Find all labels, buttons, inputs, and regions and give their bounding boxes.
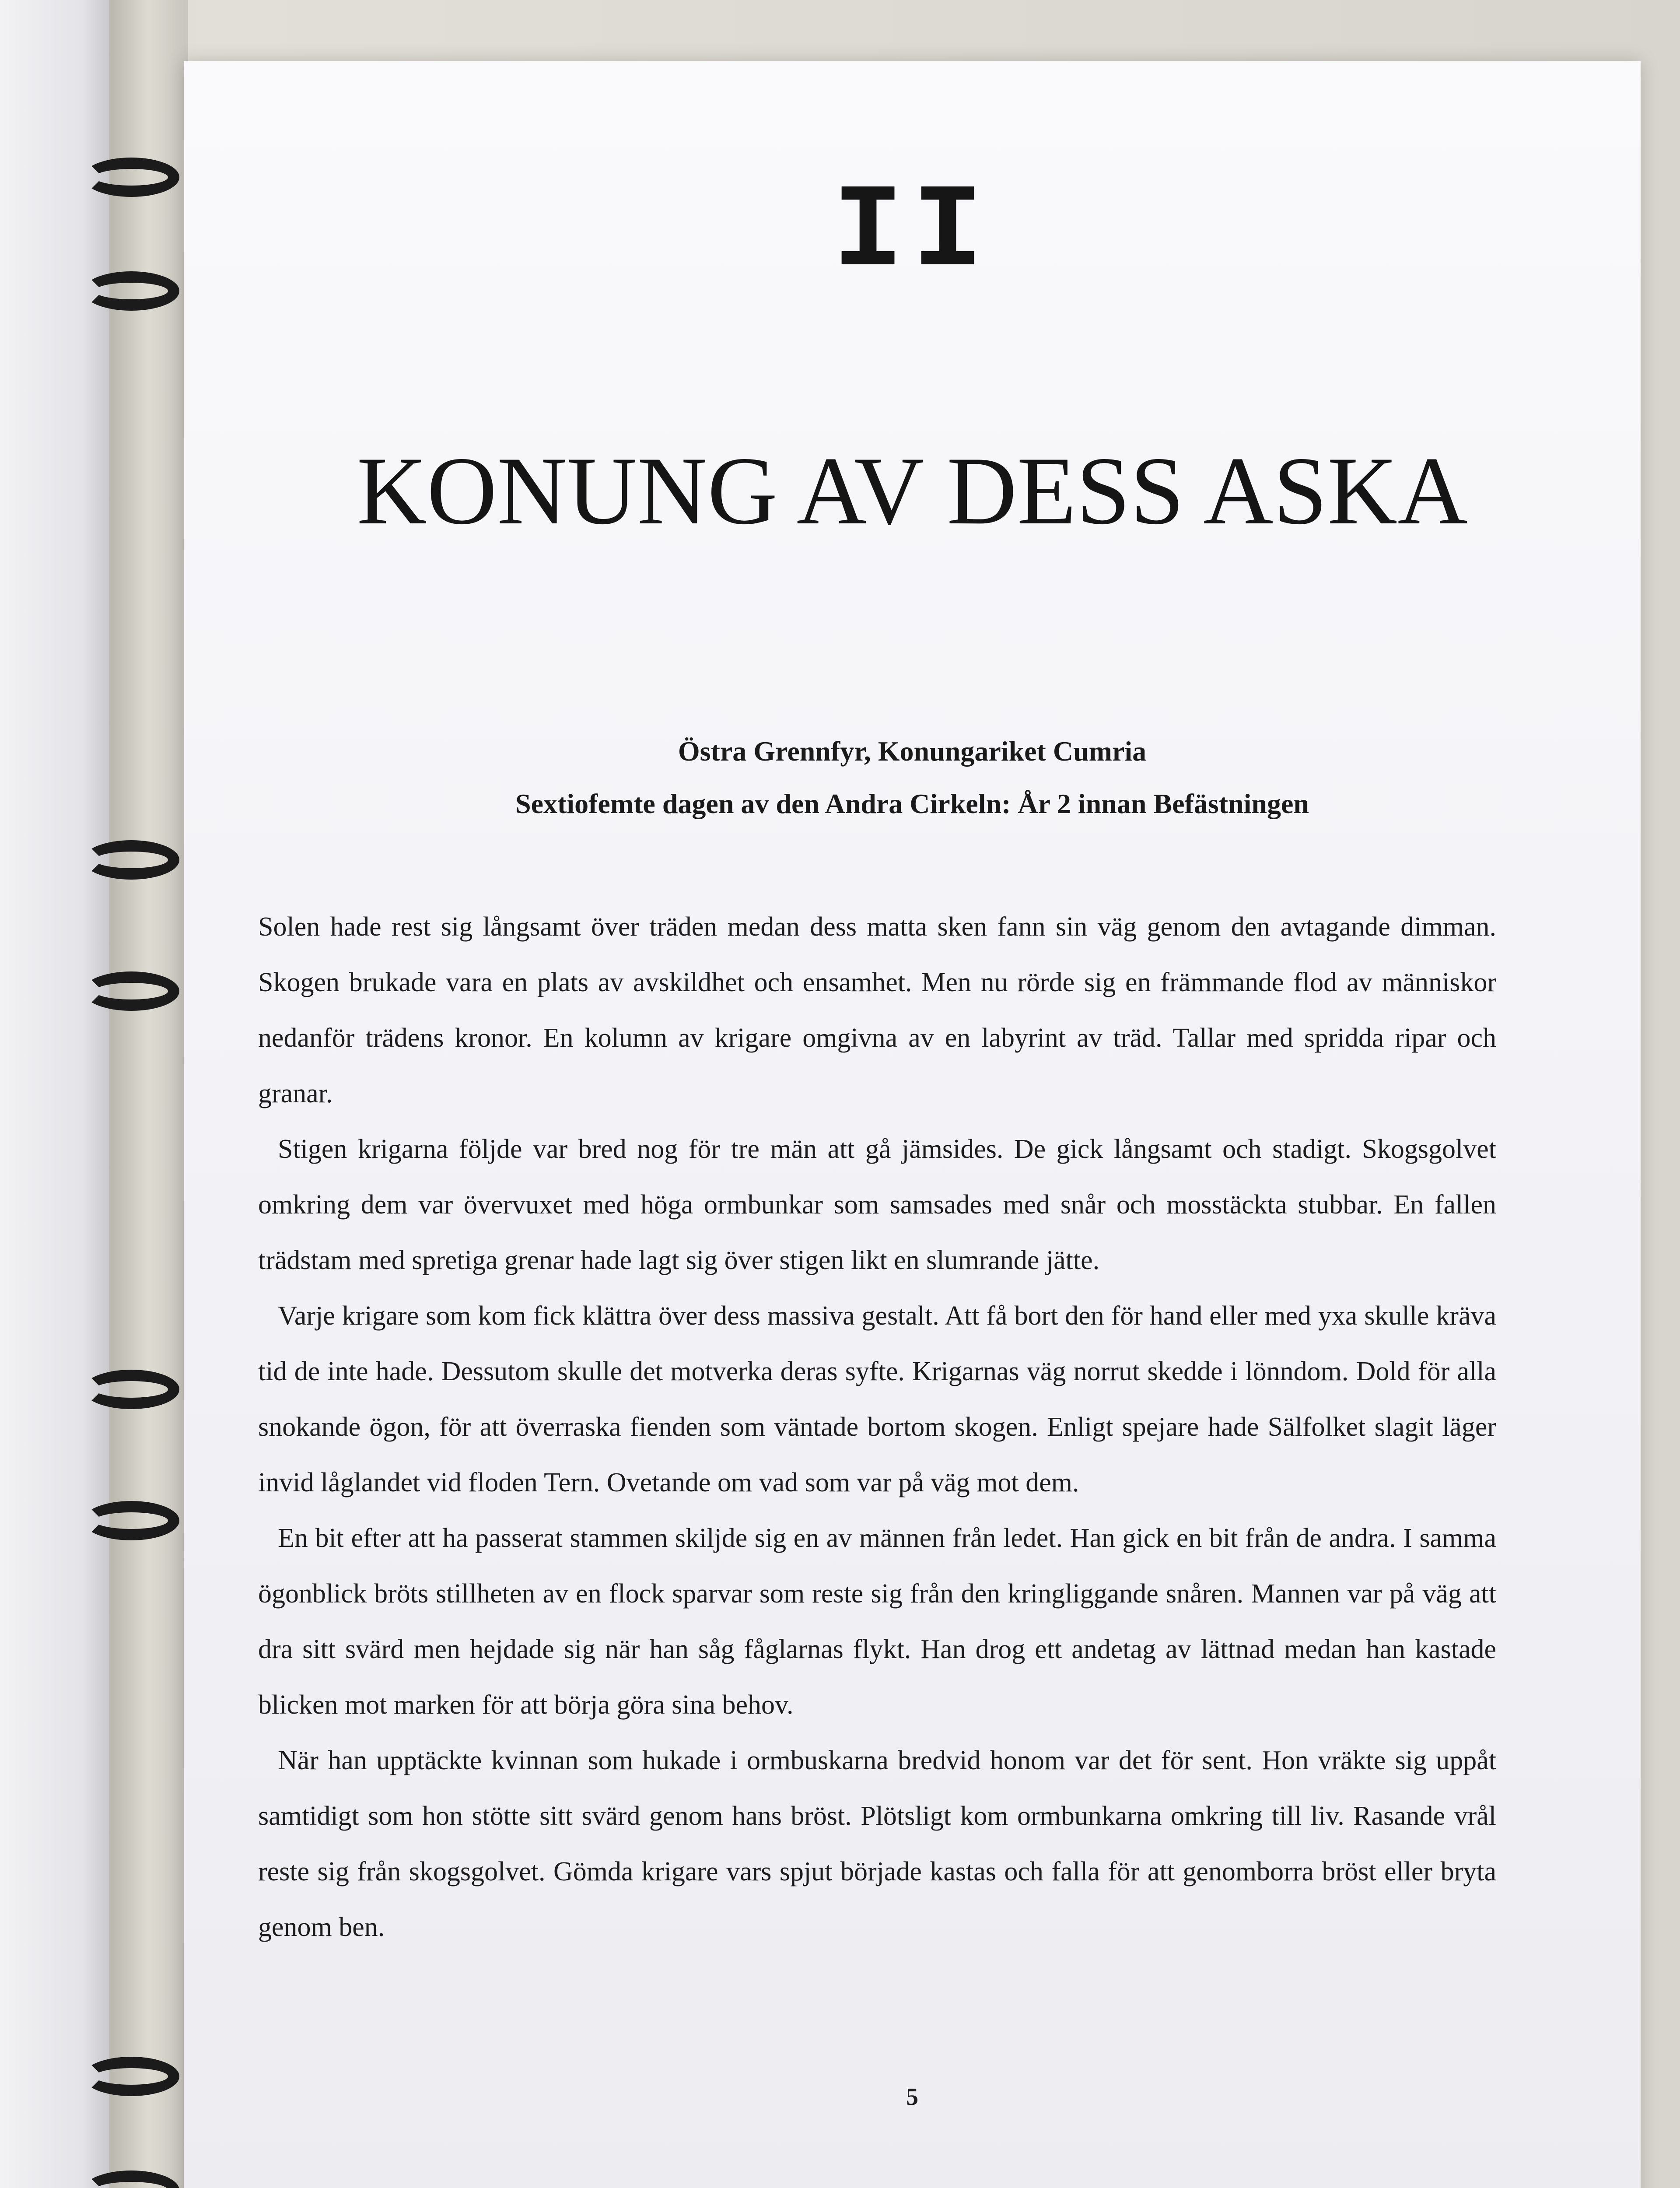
binder-ring [83,1501,179,1540]
paragraph: Stigen krigarna följde var bred nog för tre män att gå jämsides. De gick långsamt och stadigt. Skogsgolvet omkring dem var övervuxet med höga ormbunkar som samsades med snår och mosstäckta stubbar. En fallen trädstam med spretiga grenar hade lagt sig över stigen likt en slumrande jätte. [258,1134,1496,1275]
book-page [184,61,1641,2188]
binder-ring [83,1370,179,1409]
binder-ring [83,158,179,197]
page-number: 5 [906,2083,918,2111]
paragraph: Solen hade rest sig långsamt över träden medan dess matta sken fann sin väg genom den avtagande dimman. Skogen brukade vara en plats av avskildhet och ensamhet. Men nu rörde sig en främmande flod av människor nedanför trädens kronor. En kolumn av krigare omgivna av en labyrint av träd. Tallar med spridda ripar och granar. [258,912,1496,1108]
chapter-body [258,899,1496,1955]
chapter-title: KONUNG AV DESS ASKA [357,437,1468,545]
paragraph: En bit efter att ha passerat stammen skiljde sig en av männen från ledet. Han gick en bit från de andra. I samma ögonblick bröts stillheten av en flock sparvar som reste sig från den kringliggande snåren. Mannen var på väg att dra sitt svärd men hejdade sig när han såg fåglarnas flykt. Han drog ett andetag av lättnad medan han kastade blicken mot marken för att börja göra sina behov. [258,1523,1496,1720]
paragraph: Varje krigare som kom fick klättra över dess massiva gestalt. Att få bort den för hand eller med yxa skulle kräva tid de inte hade. Dessutom skulle det motverka deras syfte. Krigarnas väg norrut skedde i lönndom. Dold för alla snokande ögon, för att överraska fienden som väntade bortom skogen. Enligt spejare hade Sälfolket slagit läger invid låglandet vid floden Tern. Ovetande om vad som var på väg mot dem. [258,1301,1496,1497]
chapter-number: II [832,166,992,300]
binder-ring [83,971,179,1011]
setting-place: Östra Grennfyr, Konungariket Cumria [678,736,1147,767]
paragraph: När han upptäckte kvinnan som hukade i ormbuskarna bredvid honom var det för sent. Hon vräkte sig uppåt samtidigt som hon stötte sitt svärd genom hans bröst. Plötsligt kom ormbunkarna omkring till liv. Rasande vrål reste sig från skogsgolvet. Gömda krigare vars spjut började kastas och falla för att genomborra bröst eller bryta genom ben. [258,1746,1496,1942]
binder-ring [83,840,179,880]
previous-page-edge [0,0,109,2188]
binder-ring [83,271,179,311]
binder-ring [83,2057,179,2096]
setting-date: Sextiofemte dagen av den Andra Cirkeln: År 2 innan Befästningen [515,788,1309,819]
binder-strip [109,0,188,2188]
